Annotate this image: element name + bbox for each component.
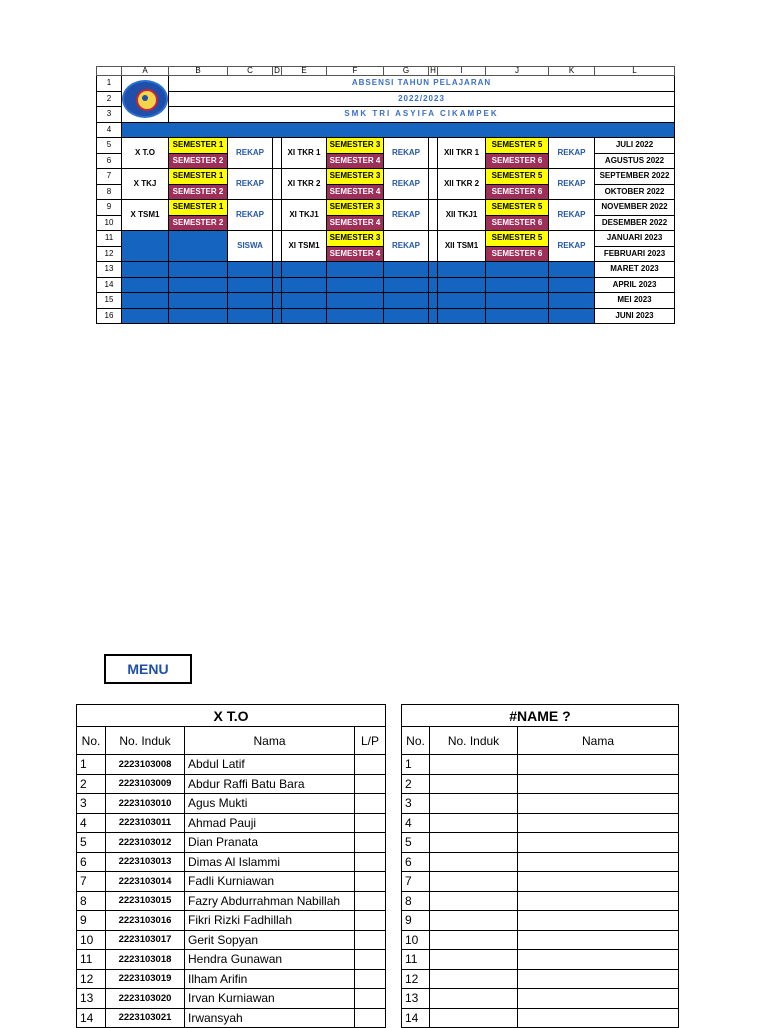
cell-nama[interactable] (518, 813, 679, 833)
column-header-nama: Nama (185, 727, 355, 755)
class-xii-tsm1: XII TSM1 (438, 231, 486, 262)
blue-cell (429, 262, 438, 278)
column-header[interactable]: B (169, 67, 228, 76)
link-xii-tkr2-rekap[interactable]: REKAP (549, 169, 595, 200)
link-month[interactable]: JANUARI 2023 (595, 231, 675, 247)
cell-no[interactable]: 8 (77, 891, 106, 911)
spacer-cell (429, 138, 438, 169)
cell-no[interactable]: 9 (77, 911, 106, 931)
blue-cell (384, 308, 429, 324)
link-xi-tkr2-rekap[interactable]: REKAP (384, 169, 429, 200)
table-row (402, 755, 679, 775)
spacer-cell (273, 169, 282, 200)
column-header[interactable]: L (595, 67, 675, 76)
link-xii-tkr1-rekap[interactable]: REKAP (549, 138, 595, 169)
cell-lp[interactable] (355, 794, 386, 814)
cell-nama[interactable]: Irvan Kurniawan (185, 989, 355, 1009)
column-header-no: No. (402, 727, 430, 755)
table-row (402, 989, 679, 1009)
link-xii-tkr1-semester-6[interactable]: SEMESTER 6 (486, 153, 549, 169)
blue-cell (282, 293, 327, 309)
cell-induk[interactable]: 2223103013 (106, 852, 185, 872)
cell-no[interactable]: 1 (402, 755, 430, 775)
cell-no[interactable]: 1 (77, 755, 106, 775)
blue-cell (429, 277, 438, 293)
blue-cell (438, 308, 486, 324)
blue-cell (429, 293, 438, 309)
blue-cell (228, 277, 273, 293)
cell-nama[interactable] (518, 969, 679, 989)
blue-cell (273, 262, 282, 278)
cell-induk[interactable]: 2223103012 (106, 833, 185, 853)
blue-cell (549, 277, 595, 293)
cell-nama[interactable]: Agus Mukti (185, 794, 355, 814)
student-table-name-error (401, 704, 679, 1028)
cell-induk[interactable]: 2223103008 (106, 755, 185, 775)
class-xii-tkr1: XII TKR 1 (438, 138, 486, 169)
blue-cell (273, 293, 282, 309)
link-x-tkj-rekap[interactable]: REKAP (228, 169, 273, 200)
blue-cell (169, 293, 228, 309)
blue-cell (228, 293, 273, 309)
class-x-to: X T.O (122, 138, 169, 169)
cell-lp[interactable] (355, 950, 386, 970)
link-xii-tkj1-rekap[interactable]: REKAP (549, 200, 595, 231)
table-row (77, 833, 386, 853)
blue-cell (486, 293, 549, 309)
table-row (77, 969, 386, 989)
blue-cell (273, 308, 282, 324)
table-row (77, 1008, 386, 1028)
cell-no[interactable]: 10 (77, 930, 106, 950)
table-row (77, 872, 386, 892)
blue-cell (169, 277, 228, 293)
cell-nama[interactable] (518, 852, 679, 872)
student-rows (77, 755, 386, 1028)
row-number[interactable]: 3 (97, 107, 122, 123)
column-header-lp: L/P (355, 727, 386, 755)
blue-cell (169, 308, 228, 324)
cell-induk[interactable] (430, 989, 518, 1009)
cell-nama[interactable]: Ahmad Pauji (185, 813, 355, 833)
cell-lp[interactable] (355, 930, 386, 950)
link-xii-tkr2-semester-6[interactable]: SEMESTER 6 (486, 184, 549, 200)
cell-lp[interactable] (355, 911, 386, 931)
blue-cell (122, 262, 169, 278)
cell-induk[interactable] (430, 774, 518, 794)
row-number[interactable]: 7 (97, 169, 122, 185)
link-xii-tkr2-semester-5[interactable]: SEMESTER 5 (486, 169, 549, 185)
row-number[interactable]: 6 (97, 153, 122, 169)
spacer-cell (429, 169, 438, 200)
blue-cell (282, 277, 327, 293)
table-title: X T.O (77, 705, 386, 727)
blue-cell (327, 262, 384, 278)
cell-nama[interactable] (518, 989, 679, 1009)
column-header-nama: Nama (518, 727, 679, 755)
blue-cell (282, 262, 327, 278)
class-x-tsm1: X TSM1 (122, 200, 169, 231)
table-row (402, 930, 679, 950)
link-xi-tsm1-semester-3[interactable]: SEMESTER 3 (327, 231, 384, 247)
column-header[interactable]: F (327, 67, 384, 76)
blue-cell (327, 308, 384, 324)
cell-induk[interactable] (430, 852, 518, 872)
cell-no[interactable]: 14 (77, 1008, 106, 1028)
link-x-to-semester-1[interactable]: SEMESTER 1 (169, 138, 228, 154)
table-row (77, 950, 386, 970)
cell-nama[interactable]: Fazry Abdurrahman Nabillah (185, 891, 355, 911)
cell-induk[interactable]: 2223103010 (106, 794, 185, 814)
school-logo (122, 76, 169, 123)
table-row (402, 872, 679, 892)
link-x-tkj-semester-1[interactable]: SEMESTER 1 (169, 169, 228, 185)
cell-nama[interactable] (518, 1008, 679, 1028)
cell-nama[interactable]: Irwansyah (185, 1008, 355, 1028)
link-xi-tkr1-semester-4[interactable]: SEMESTER 4 (327, 153, 384, 169)
cell-induk[interactable] (430, 969, 518, 989)
link-xii-tkj1-semester-5[interactable]: SEMESTER 5 (486, 200, 549, 216)
cell-induk[interactable] (430, 794, 518, 814)
table-row (402, 794, 679, 814)
cell-induk[interactable] (430, 930, 518, 950)
school-year: 2022/2023 (169, 91, 675, 107)
spacer-cell (429, 231, 438, 262)
cell-nama[interactable] (518, 774, 679, 794)
cell-induk[interactable] (430, 891, 518, 911)
corner-cell (97, 67, 122, 76)
column-header[interactable]: H (430, 66, 436, 75)
table-row (402, 774, 679, 794)
table-row (402, 852, 679, 872)
link-month[interactable]: AGUSTUS 2022 (595, 153, 675, 169)
column-header[interactable]: A (122, 67, 169, 76)
class-xii-tkj1: XII TKJ1 (438, 200, 486, 231)
cell-no[interactable]: 6 (402, 852, 430, 872)
column-header[interactable]: G (384, 67, 429, 76)
cell-no[interactable]: 13 (77, 989, 106, 1009)
cell-nama[interactable]: Ilham Arifin (185, 969, 355, 989)
cell-nama[interactable] (518, 872, 679, 892)
link-x-to-semester-2[interactable]: SEMESTER 2 (169, 153, 228, 169)
cell-nama[interactable]: Hendra Gunawan (185, 950, 355, 970)
link-xi-tkj1-semester-4[interactable]: SEMESTER 4 (327, 215, 384, 231)
table-row (77, 891, 386, 911)
link-x-tkj-semester-2[interactable]: SEMESTER 2 (169, 184, 228, 200)
row-number[interactable]: 1 (97, 76, 122, 92)
blue-cell (122, 231, 169, 262)
column-header-induk: No. Induk (106, 727, 185, 755)
link-xii-tsm1-rekap[interactable]: REKAP (549, 231, 595, 262)
column-header[interactable]: I (438, 67, 486, 76)
row-number[interactable]: 14 (97, 277, 122, 293)
cell-lp[interactable] (355, 969, 386, 989)
cell-nama[interactable] (518, 891, 679, 911)
blue-cell (282, 308, 327, 324)
link-xi-tkr1-semester-3[interactable]: SEMESTER 3 (327, 138, 384, 154)
blue-cell (122, 293, 169, 309)
cell-induk[interactable] (430, 950, 518, 970)
cell-no[interactable]: 3 (402, 794, 430, 814)
table-row (402, 1008, 679, 1028)
cell-induk[interactable]: 2223103014 (106, 872, 185, 892)
blue-cell (549, 308, 595, 324)
school-name: SMK TRI ASYIFA CIKAMPEK (169, 107, 675, 123)
row-number[interactable]: 2 (97, 91, 122, 107)
cell-lp[interactable] (355, 1008, 386, 1028)
blue-cell (438, 277, 486, 293)
column-header-no: No. (77, 727, 106, 755)
class-x-tkj: X TKJ (122, 169, 169, 200)
link-x-to-rekap[interactable]: REKAP (228, 138, 273, 169)
cell-lp[interactable] (355, 755, 386, 775)
class-xi-tkr1: XI TKR 1 (282, 138, 327, 169)
menu-button[interactable]: MENU (104, 654, 192, 684)
spacer-cell (273, 138, 282, 169)
column-header[interactable]: D (274, 66, 280, 75)
blue-cell (273, 277, 282, 293)
blue-cell (327, 293, 384, 309)
row-number[interactable]: 9 (97, 200, 122, 216)
cell-lp[interactable] (355, 852, 386, 872)
blue-band (122, 122, 675, 138)
cell-induk[interactable]: 2223103018 (106, 950, 185, 970)
link-month[interactable]: MEI 2023 (595, 293, 675, 309)
table-row (402, 969, 679, 989)
cell-no[interactable]: 4 (77, 813, 106, 833)
cell-lp[interactable] (355, 872, 386, 892)
table-row (402, 950, 679, 970)
link-month[interactable]: OKTOBER 2022 (595, 184, 675, 200)
cell-nama[interactable] (518, 950, 679, 970)
cell-lp[interactable] (355, 989, 386, 1009)
cell-no[interactable]: 11 (402, 950, 430, 970)
cell-no[interactable]: 4 (402, 813, 430, 833)
table-row (77, 911, 386, 931)
cell-induk[interactable] (430, 1008, 518, 1028)
class-xi-tkj1: XI TKJ1 (282, 200, 327, 231)
cell-nama[interactable] (518, 755, 679, 775)
cell-induk[interactable] (430, 911, 518, 931)
table-row (77, 989, 386, 1009)
row-number[interactable]: 4 (97, 122, 122, 138)
link-month[interactable]: JULI 2022 (595, 138, 675, 154)
spacer-cell (273, 200, 282, 231)
cell-no[interactable]: 12 (77, 969, 106, 989)
blue-cell (549, 262, 595, 278)
link-xi-tkr2-semester-3[interactable]: SEMESTER 3 (327, 169, 384, 185)
blue-cell (228, 262, 273, 278)
column-header[interactable]: J (486, 67, 549, 76)
cell-induk[interactable] (430, 813, 518, 833)
cell-induk[interactable] (430, 833, 518, 853)
table-title: #NAME ? (402, 705, 679, 727)
link-xi-tkj1-rekap[interactable]: REKAP (384, 200, 429, 231)
row-number[interactable]: 12 (97, 246, 122, 262)
link-month[interactable]: DESEMBER 2022 (595, 215, 675, 231)
cell-lp[interactable] (355, 813, 386, 833)
cell-induk[interactable]: 2223103021 (106, 1008, 185, 1028)
blue-cell (228, 308, 273, 324)
blue-cell (438, 262, 486, 278)
table-row (77, 794, 386, 814)
link-x-tsm1-semester-2[interactable]: SEMESTER 2 (169, 215, 228, 231)
cell-no[interactable]: 10 (402, 930, 430, 950)
cell-nama[interactable] (518, 833, 679, 853)
blue-cell (384, 277, 429, 293)
table-row (77, 774, 386, 794)
row-number[interactable]: 11 (97, 231, 122, 247)
link-month[interactable]: SEPTEMBER 2022 (595, 169, 675, 185)
cell-lp[interactable] (355, 833, 386, 853)
row-number[interactable]: 5 (97, 138, 122, 154)
blue-cell (384, 293, 429, 309)
cell-nama[interactable]: Gerit Sopyan (185, 930, 355, 950)
column-header-row (97, 67, 675, 76)
table-row (402, 813, 679, 833)
link-x-tsm1-semester-1[interactable]: SEMESTER 1 (169, 200, 228, 216)
link-xi-tsm1-rekap[interactable]: REKAP (384, 231, 429, 262)
table-row (77, 813, 386, 833)
row-number[interactable]: 15 (97, 293, 122, 309)
row-number[interactable]: 8 (97, 184, 122, 200)
link-xi-tkr1-rekap[interactable]: REKAP (384, 138, 429, 169)
cell-nama[interactable]: Dimas Al Islammi (185, 852, 355, 872)
blue-cell (169, 262, 228, 278)
cell-nama[interactable]: Dian Pranata (185, 833, 355, 853)
blue-cell (384, 262, 429, 278)
student-rows (402, 755, 679, 1028)
school-emblem-icon (122, 80, 168, 118)
link-siswa[interactable]: SISWA (228, 231, 273, 262)
cell-nama[interactable]: Fikri Rizki Fadhillah (185, 911, 355, 931)
cell-no[interactable]: 9 (402, 911, 430, 931)
row-number[interactable]: 13 (97, 262, 122, 278)
absensi-sheet (96, 66, 675, 324)
blue-cell (486, 308, 549, 324)
row-number[interactable]: 10 (97, 215, 122, 231)
table-row (77, 930, 386, 950)
blue-cell (549, 293, 595, 309)
cell-induk[interactable] (430, 872, 518, 892)
link-xii-tkj1-semester-6[interactable]: SEMESTER 6 (486, 215, 549, 231)
cell-no[interactable]: 12 (402, 969, 430, 989)
cell-induk[interactable] (430, 755, 518, 775)
cell-induk[interactable]: 2223103016 (106, 911, 185, 931)
link-month[interactable]: JUNI 2023 (595, 308, 675, 324)
blue-cell (122, 277, 169, 293)
spacer-cell (429, 200, 438, 231)
cell-induk[interactable]: 2223103020 (106, 989, 185, 1009)
blue-cell (486, 277, 549, 293)
cell-no[interactable]: 11 (77, 950, 106, 970)
blue-cell (122, 308, 169, 324)
column-header[interactable]: C (228, 67, 273, 76)
cell-no[interactable]: 3 (77, 794, 106, 814)
cell-induk[interactable]: 2223103015 (106, 891, 185, 911)
link-xi-tkj1-semester-3[interactable]: SEMESTER 3 (327, 200, 384, 216)
table-row (402, 891, 679, 911)
cell-induk[interactable]: 2223103017 (106, 930, 185, 950)
cell-no[interactable]: 14 (402, 1008, 430, 1028)
link-month[interactable]: MARET 2023 (595, 262, 675, 278)
cell-nama[interactable]: Abdul Latif (185, 755, 355, 775)
cell-no[interactable]: 7 (77, 872, 106, 892)
link-month[interactable]: APRIL 2023 (595, 277, 675, 293)
table-row (402, 911, 679, 931)
cell-no[interactable]: 8 (402, 891, 430, 911)
table-row (77, 755, 386, 775)
cell-no[interactable]: 13 (402, 989, 430, 1009)
column-header[interactable]: E (282, 67, 327, 76)
cell-no[interactable]: 2 (77, 774, 106, 794)
cell-induk[interactable]: 2223103011 (106, 813, 185, 833)
column-header[interactable]: K (549, 67, 595, 76)
cell-nama[interactable]: Abdur Raffi Batu Bara (185, 774, 355, 794)
blue-cell (486, 262, 549, 278)
link-month[interactable]: FEBRUARI 2023 (595, 246, 675, 262)
cell-lp[interactable] (355, 891, 386, 911)
column-header-induk: No. Induk (430, 727, 518, 755)
blue-cell (438, 293, 486, 309)
cell-induk[interactable]: 2223103019 (106, 969, 185, 989)
blue-cell (429, 308, 438, 324)
sheet-title: ABSENSI TAHUN PELAJARAN (169, 76, 675, 92)
cell-nama[interactable]: Fadli Kurniawan (185, 872, 355, 892)
row-number[interactable]: 16 (97, 308, 122, 324)
class-xii-tkr2: XII TKR 2 (438, 169, 486, 200)
blue-cell (327, 277, 384, 293)
link-xi-tkr2-semester-4[interactable]: SEMESTER 4 (327, 184, 384, 200)
cell-nama[interactable] (518, 911, 679, 931)
cell-induk[interactable]: 2223103009 (106, 774, 185, 794)
cell-no[interactable]: 5 (77, 833, 106, 853)
class-xi-tsm1: XI TSM1 (282, 231, 327, 262)
cell-no[interactable]: 7 (402, 872, 430, 892)
student-table-x-to (76, 704, 386, 1028)
link-x-tsm1-rekap[interactable]: REKAP (228, 200, 273, 231)
cell-nama[interactable] (518, 794, 679, 814)
link-xii-tsm1-semester-6[interactable]: SEMESTER 6 (486, 246, 549, 262)
spacer-cell (273, 231, 282, 262)
table-row (402, 833, 679, 853)
cell-nama[interactable] (518, 930, 679, 950)
link-xi-tsm1-semester-4[interactable]: SEMESTER 4 (327, 246, 384, 262)
class-xi-tkr2: XI TKR 2 (282, 169, 327, 200)
blue-cell (169, 231, 228, 262)
link-xii-tkr1-semester-5[interactable]: SEMESTER 5 (486, 138, 549, 154)
link-xii-tsm1-semester-5[interactable]: SEMESTER 5 (486, 231, 549, 247)
cell-lp[interactable] (355, 774, 386, 794)
link-month[interactable]: NOVEMBER 2022 (595, 200, 675, 216)
table-row (77, 852, 386, 872)
cell-no[interactable]: 6 (77, 852, 106, 872)
cell-no[interactable]: 5 (402, 833, 430, 853)
cell-no[interactable]: 2 (402, 774, 430, 794)
